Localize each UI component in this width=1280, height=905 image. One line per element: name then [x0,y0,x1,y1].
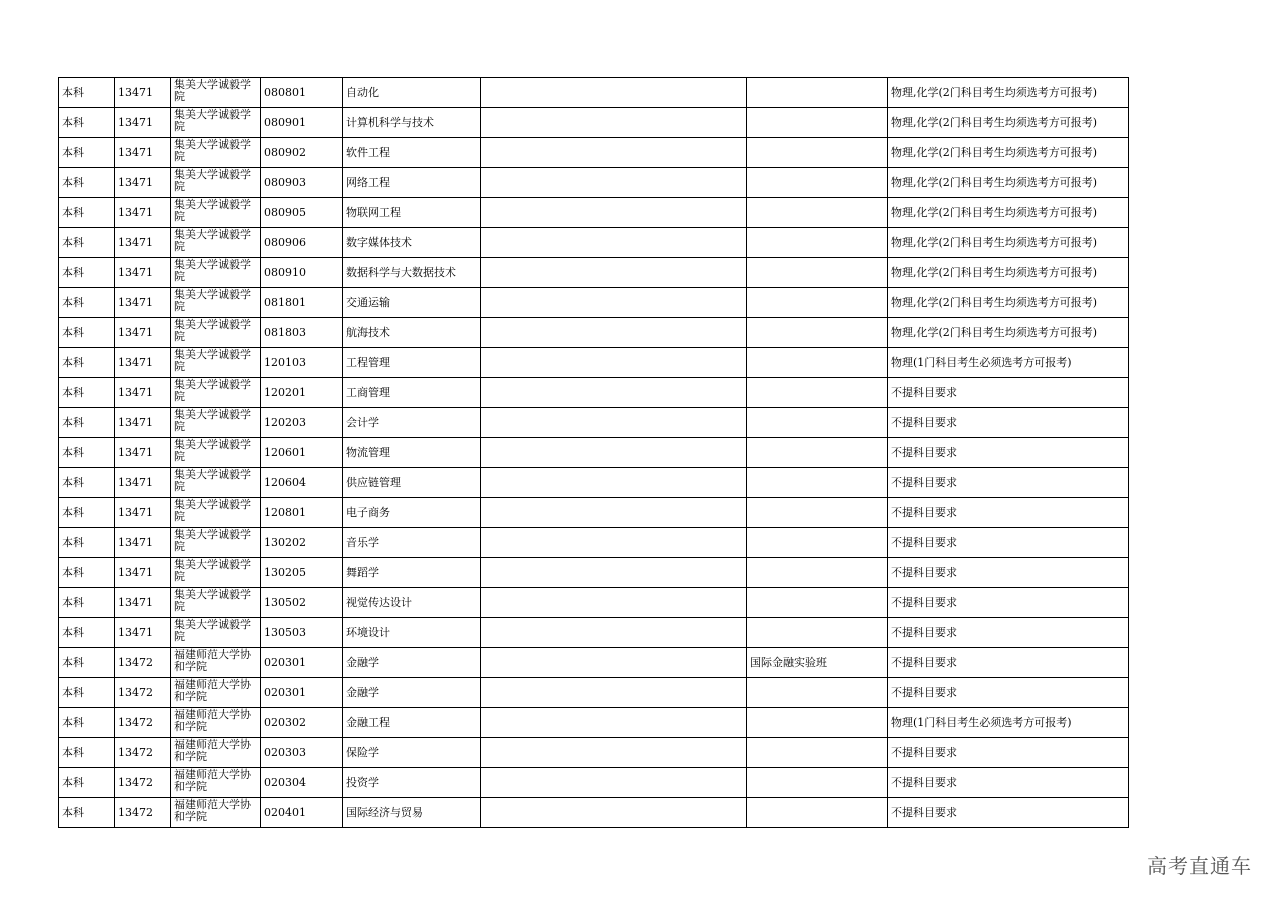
major-code-cell: 130503 [261,618,343,648]
class-note-cell [747,438,888,468]
major-name-cell: 工程管理 [343,348,481,378]
table-row [59,288,1129,318]
note-cell [481,768,747,798]
class-note-cell [747,378,888,408]
table-row [59,198,1129,228]
class-note-cell [747,198,888,228]
major-name-cell: 物流管理 [343,438,481,468]
table-row [59,258,1129,288]
table-row [59,78,1129,108]
school-code-cell: 13471 [115,78,171,108]
institution-cell: 集美大学诚毅学院 [171,288,261,318]
table-row [59,498,1129,528]
note-cell [481,678,747,708]
major-name-cell: 视觉传达设计 [343,588,481,618]
school-code-cell: 13472 [115,798,171,828]
major-code-cell: 020302 [261,708,343,738]
note-cell [481,318,747,348]
class-note-cell [747,228,888,258]
class-note-cell [747,408,888,438]
level-cell: 本科 [59,108,115,138]
class-note-cell [747,798,888,828]
watermark: 高考直通车 [1147,854,1252,878]
class-note-cell [747,498,888,528]
note-cell [481,138,747,168]
major-name-cell: 数据科学与大数据技术 [343,258,481,288]
major-code-cell: 120801 [261,498,343,528]
class-note-cell: 国际金融实验班 [747,648,888,678]
institution-cell: 福建师范大学协和学院 [171,648,261,678]
class-note-cell [747,288,888,318]
school-code-cell: 13471 [115,408,171,438]
institution-cell: 福建师范大学协和学院 [171,768,261,798]
level-cell: 本科 [59,288,115,318]
major-name-cell: 软件工程 [343,138,481,168]
level-cell: 本科 [59,468,115,498]
note-cell [481,708,747,738]
institution-cell: 集美大学诚毅学院 [171,348,261,378]
subject-requirement-cell: 物理(1门科目考生必须选考方可报考) [888,708,1129,738]
subject-requirement-cell: 不提科目要求 [888,528,1129,558]
class-note-cell [747,738,888,768]
major-code-cell: 020301 [261,648,343,678]
major-code-cell: 120201 [261,378,343,408]
subject-requirement-cell: 物理,化学(2门科目考生均须选考方可报考) [888,318,1129,348]
class-note-cell [747,708,888,738]
note-cell [481,348,747,378]
level-cell: 本科 [59,348,115,378]
institution-cell: 福建师范大学协和学院 [171,708,261,738]
subject-requirement-cell: 物理,化学(2门科目考生均须选考方可报考) [888,288,1129,318]
subject-requirement-cell: 物理,化学(2门科目考生均须选考方可报考) [888,108,1129,138]
level-cell: 本科 [59,168,115,198]
level-cell: 本科 [59,618,115,648]
institution-cell: 集美大学诚毅学院 [171,198,261,228]
table-row [59,588,1129,618]
school-code-cell: 13471 [115,618,171,648]
school-code-cell: 13472 [115,648,171,678]
level-cell: 本科 [59,738,115,768]
level-cell: 本科 [59,498,115,528]
major-name-cell: 物联网工程 [343,198,481,228]
note-cell [481,528,747,558]
subject-requirement-cell: 不提科目要求 [888,408,1129,438]
subject-requirement-cell: 不提科目要求 [888,648,1129,678]
school-code-cell: 13471 [115,168,171,198]
subject-requirement-cell: 不提科目要求 [888,678,1129,708]
institution-cell: 集美大学诚毅学院 [171,468,261,498]
table-body [59,78,1129,828]
institution-cell: 集美大学诚毅学院 [171,588,261,618]
level-cell: 本科 [59,408,115,438]
major-code-cell: 080906 [261,228,343,258]
level-cell: 本科 [59,318,115,348]
institution-cell: 集美大学诚毅学院 [171,378,261,408]
major-code-cell: 080902 [261,138,343,168]
note-cell [481,438,747,468]
class-note-cell [747,108,888,138]
institution-cell: 集美大学诚毅学院 [171,78,261,108]
subject-requirement-cell: 物理,化学(2门科目考生均须选考方可报考) [888,138,1129,168]
major-code-cell: 080905 [261,198,343,228]
note-cell [481,198,747,228]
class-note-cell [747,558,888,588]
table-row [59,438,1129,468]
major-name-cell: 网络工程 [343,168,481,198]
level-cell: 本科 [59,228,115,258]
major-code-cell: 120604 [261,468,343,498]
subject-requirement-cell: 不提科目要求 [888,588,1129,618]
class-note-cell [747,678,888,708]
institution-cell: 集美大学诚毅学院 [171,558,261,588]
major-code-cell: 020401 [261,798,343,828]
school-code-cell: 13471 [115,588,171,618]
note-cell [481,78,747,108]
major-name-cell: 保险学 [343,738,481,768]
major-name-cell: 会计学 [343,408,481,438]
table-row [59,228,1129,258]
major-name-cell: 金融工程 [343,708,481,738]
table-row [59,618,1129,648]
table-row [59,738,1129,768]
major-name-cell: 工商管理 [343,378,481,408]
level-cell: 本科 [59,558,115,588]
school-code-cell: 13471 [115,288,171,318]
level-cell: 本科 [59,78,115,108]
table-row [59,768,1129,798]
class-note-cell [747,588,888,618]
major-code-cell: 080903 [261,168,343,198]
subject-requirement-cell: 物理(1门科目考生必须选考方可报考) [888,348,1129,378]
school-code-cell: 13471 [115,348,171,378]
major-name-cell: 金融学 [343,648,481,678]
institution-cell: 福建师范大学协和学院 [171,798,261,828]
table-row [59,528,1129,558]
major-code-cell: 120103 [261,348,343,378]
subject-requirement-cell: 物理,化学(2门科目考生均须选考方可报考) [888,198,1129,228]
school-code-cell: 13471 [115,498,171,528]
major-name-cell: 国际经济与贸易 [343,798,481,828]
institution-cell: 福建师范大学协和学院 [171,678,261,708]
note-cell [481,468,747,498]
major-name-cell: 数字媒体技术 [343,228,481,258]
school-code-cell: 13471 [115,468,171,498]
school-code-cell: 13471 [115,438,171,468]
school-code-cell: 13471 [115,318,171,348]
institution-cell: 集美大学诚毅学院 [171,438,261,468]
major-code-cell: 080901 [261,108,343,138]
subject-requirement-cell: 物理,化学(2门科目考生均须选考方可报考) [888,258,1129,288]
school-code-cell: 13472 [115,738,171,768]
subject-requirement-cell: 不提科目要求 [888,378,1129,408]
major-name-cell: 环境设计 [343,618,481,648]
institution-cell: 集美大学诚毅学院 [171,318,261,348]
class-note-cell [747,138,888,168]
major-name-cell: 自动化 [343,78,481,108]
major-code-cell: 080801 [261,78,343,108]
level-cell: 本科 [59,648,115,678]
school-code-cell: 13472 [115,708,171,738]
major-code-cell: 130502 [261,588,343,618]
major-code-cell: 020303 [261,738,343,768]
note-cell [481,798,747,828]
major-code-cell: 081801 [261,288,343,318]
note-cell [481,588,747,618]
level-cell: 本科 [59,798,115,828]
subject-requirement-cell: 不提科目要求 [888,498,1129,528]
major-name-cell: 交通运输 [343,288,481,318]
major-code-cell: 081803 [261,318,343,348]
subject-requirement-cell: 不提科目要求 [888,618,1129,648]
note-cell [481,258,747,288]
major-name-cell: 供应链管理 [343,468,481,498]
note-cell [481,498,747,528]
class-note-cell [747,618,888,648]
institution-cell: 福建师范大学协和学院 [171,738,261,768]
class-note-cell [747,528,888,558]
table-row [59,348,1129,378]
school-code-cell: 13471 [115,228,171,258]
table-row [59,648,1129,678]
note-cell [481,648,747,678]
school-code-cell: 13471 [115,528,171,558]
table-row [59,318,1129,348]
institution-cell: 集美大学诚毅学院 [171,228,261,258]
subject-requirement-cell: 物理,化学(2门科目考生均须选考方可报考) [888,78,1129,108]
table-row [59,798,1129,828]
level-cell: 本科 [59,708,115,738]
note-cell [481,378,747,408]
level-cell: 本科 [59,258,115,288]
class-note-cell [747,468,888,498]
major-name-cell: 投资学 [343,768,481,798]
table-row [59,558,1129,588]
institution-cell: 集美大学诚毅学院 [171,498,261,528]
note-cell [481,288,747,318]
school-code-cell: 13472 [115,768,171,798]
major-code-cell: 130202 [261,528,343,558]
school-code-cell: 13471 [115,558,171,588]
major-code-cell: 120601 [261,438,343,468]
level-cell: 本科 [59,588,115,618]
school-code-cell: 13471 [115,378,171,408]
institution-cell: 集美大学诚毅学院 [171,138,261,168]
note-cell [481,738,747,768]
institution-cell: 集美大学诚毅学院 [171,618,261,648]
major-name-cell: 舞蹈学 [343,558,481,588]
major-name-cell: 金融学 [343,678,481,708]
level-cell: 本科 [59,198,115,228]
institution-cell: 集美大学诚毅学院 [171,108,261,138]
class-note-cell [747,258,888,288]
major-name-cell: 航海技术 [343,318,481,348]
table-row [59,138,1129,168]
table-row [59,108,1129,138]
major-code-cell: 080910 [261,258,343,288]
class-note-cell [747,78,888,108]
subject-requirement-cell: 物理,化学(2门科目考生均须选考方可报考) [888,168,1129,198]
table-row [59,678,1129,708]
institution-cell: 集美大学诚毅学院 [171,258,261,288]
school-code-cell: 13471 [115,198,171,228]
major-code-cell: 130205 [261,558,343,588]
level-cell: 本科 [59,438,115,468]
subject-requirement-cell: 不提科目要求 [888,438,1129,468]
major-code-cell: 020304 [261,768,343,798]
institution-cell: 集美大学诚毅学院 [171,408,261,438]
school-code-cell: 13471 [115,108,171,138]
note-cell [481,168,747,198]
major-code-cell: 020301 [261,678,343,708]
subject-requirement-cell: 不提科目要求 [888,738,1129,768]
table-row [59,378,1129,408]
major-code-cell: 120203 [261,408,343,438]
note-cell [481,408,747,438]
note-cell [481,108,747,138]
institution-cell: 集美大学诚毅学院 [171,528,261,558]
admission-table [58,77,1129,828]
class-note-cell [747,318,888,348]
note-cell [481,228,747,258]
subject-requirement-cell: 不提科目要求 [888,558,1129,588]
table-row [59,408,1129,438]
class-note-cell [747,168,888,198]
subject-requirement-cell: 不提科目要求 [888,768,1129,798]
table-row [59,708,1129,738]
note-cell [481,558,747,588]
institution-cell: 集美大学诚毅学院 [171,168,261,198]
major-name-cell: 音乐学 [343,528,481,558]
school-code-cell: 13472 [115,678,171,708]
major-name-cell: 计算机科学与技术 [343,108,481,138]
class-note-cell [747,768,888,798]
major-name-cell: 电子商务 [343,498,481,528]
school-code-cell: 13471 [115,138,171,168]
level-cell: 本科 [59,378,115,408]
table-row [59,468,1129,498]
subject-requirement-cell: 不提科目要求 [888,798,1129,828]
note-cell [481,618,747,648]
table-row [59,168,1129,198]
class-note-cell [747,348,888,378]
subject-requirement-cell: 不提科目要求 [888,468,1129,498]
level-cell: 本科 [59,768,115,798]
school-code-cell: 13471 [115,258,171,288]
level-cell: 本科 [59,678,115,708]
level-cell: 本科 [59,528,115,558]
subject-requirement-cell: 物理,化学(2门科目考生均须选考方可报考) [888,228,1129,258]
level-cell: 本科 [59,138,115,168]
